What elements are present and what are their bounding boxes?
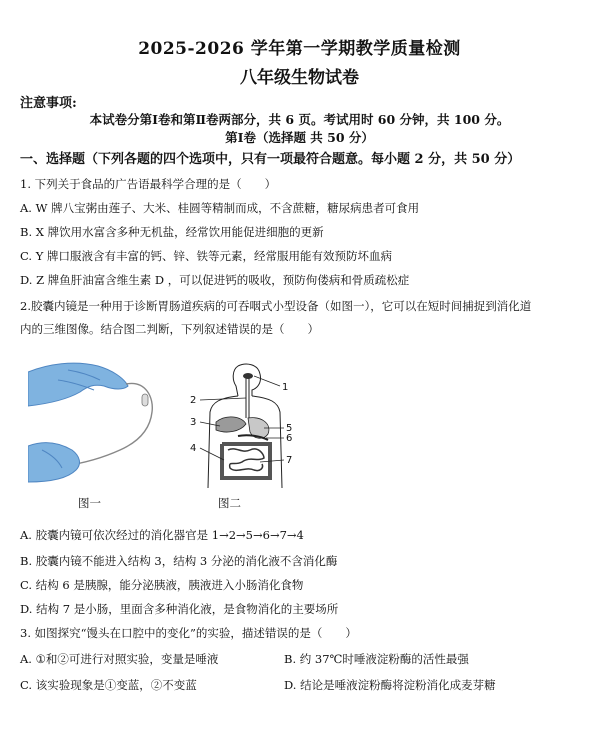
diagram-label-4: 4 [190, 443, 197, 454]
liver-structure [216, 417, 246, 432]
q2-option-d: D. 结构 7 是小肠，里面含多种消化液，是食物消化的主要场所 [20, 602, 339, 616]
diagram-label-1: 1 [282, 382, 289, 393]
figure1-capsule-endoscope-image [28, 350, 160, 490]
q1-option-c: C. Y 牌口服液含有丰富的钙、锌、铁等元素，经常服用能有效预防坏血病 [20, 249, 392, 263]
notice-body: 本试卷分第Ⅰ卷和第Ⅱ卷两部分，共 6 页。考试用时 60 分钟，共 100 分。 [89, 112, 510, 127]
q1-option-b: B. X 牌饮用水富含多种无机盐，经常饮用能促进细胞的更新 [20, 225, 324, 239]
diagram-label-3: 3 [190, 417, 197, 428]
q2-stem-line2: 内的三维图像。结合图二判断，下列叙述错误的是（ ） [20, 322, 319, 336]
section-title: 一、选择题（下列各题的四个选项中，只有一项最符合题意。每小题 2 分，共 50 分） [20, 152, 521, 167]
exam-subtitle: 八年级生物试卷 [240, 68, 359, 88]
q1-option-d: D. Z 牌鱼肝油富含维生素 D ，可以促进钙的吸收，预防佝偻病和骨质疏松症 [20, 273, 410, 287]
diagram-label-5: 5 [286, 423, 293, 434]
capsule-icon [142, 394, 148, 406]
q3-stem: 3. 如图探究“馒头在口腔中的变化”的实验，描述错误的是（ ） [20, 626, 357, 640]
mouth-structure [243, 373, 253, 379]
q3-option-d: D. 结论是唾液淀粉酶将淀粉消化成麦芽糖 [284, 678, 496, 692]
notice-heading: 注意事项: [20, 96, 77, 111]
figure2-digestive-system-diagram [180, 362, 310, 492]
part-title: 第Ⅰ卷（选择题 共 50 分） [225, 130, 374, 145]
exam-title: 2025-2026 学年第一学期教学质量检测 [138, 39, 461, 59]
figure2-caption: 图二 [218, 496, 241, 510]
q1-stem: 1. 下列关于食品的广告语最科学合理的是（ ） [20, 177, 277, 191]
diagram-label-7: 7 [286, 455, 293, 466]
figure1-caption: 图一 [78, 496, 101, 510]
q3-option-b: B. 约 37℃时唾液淀粉酶的活性最强 [284, 652, 469, 666]
q2-option-b: B. 胶囊内镜不能进入结构 3，结构 3 分泌的消化液不含消化酶 [20, 554, 338, 568]
small-intestine-structure [228, 449, 264, 471]
diagram-label-2: 2 [190, 395, 197, 406]
q1-option-a: A. W 牌八宝粥由莲子、大米、桂圆等精制而成，不含蔗糖，糖尿病患者可食用 [20, 201, 420, 215]
q2-option-a: A. 胶囊内镜可依次经过的消化器官是 1→2→5→6→7→4 [20, 528, 304, 542]
q2-stem-line1: 2.胶囊内镜是一种用于诊断胃肠道疾病的可吞咽式小型设备（如图一），它可以在短时间捕捉到消化道 [20, 299, 532, 313]
q3-option-a: A. ①和②可进行对照实验，变量是唾液 [20, 652, 219, 666]
diagram-label-6: 6 [286, 433, 293, 444]
q2-option-c: C. 结构 6 是胰腺，能分泌胰液，胰液进入小肠消化食物 [20, 578, 304, 592]
q3-option-c: C. 该实验现象是①变蓝，②不变蓝 [20, 678, 197, 692]
